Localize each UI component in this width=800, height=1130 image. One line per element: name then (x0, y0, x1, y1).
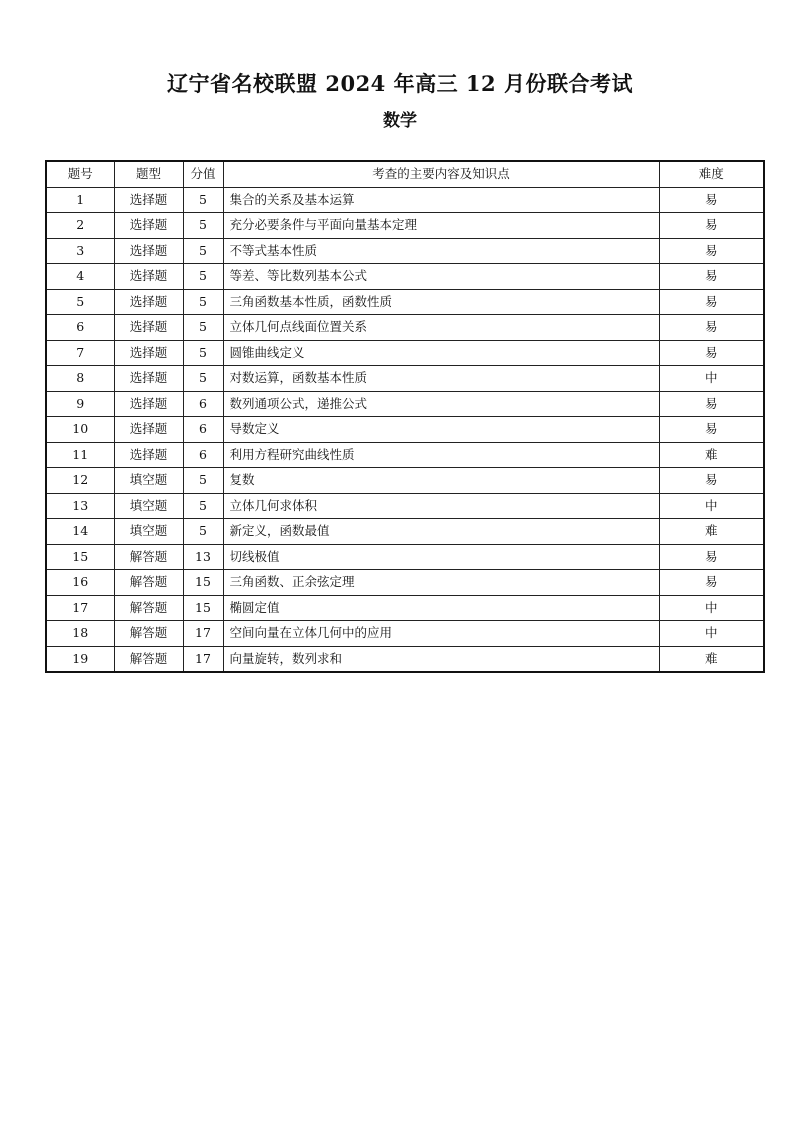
cell-score: 6 (183, 417, 223, 443)
cell-difficulty: 难 (659, 519, 764, 545)
cell-number: 3 (46, 238, 114, 264)
cell-score: 5 (183, 289, 223, 315)
cell-difficulty: 易 (659, 289, 764, 315)
cell-content: 椭圆定值 (223, 595, 659, 621)
cell-content: 圆锥曲线定义 (223, 340, 659, 366)
cell-score: 5 (183, 213, 223, 239)
cell-number: 1 (46, 187, 114, 213)
cell-number: 9 (46, 391, 114, 417)
cell-content: 立体几何点线面位置关系 (223, 315, 659, 341)
cell-number: 16 (46, 570, 114, 596)
cell-content: 充分必要条件与平面向量基本定理 (223, 213, 659, 239)
table-row (46, 646, 764, 672)
cell-difficulty: 易 (659, 391, 764, 417)
column-header-difficulty: 难度 (659, 161, 764, 187)
table-row (46, 570, 764, 596)
table-row (46, 493, 764, 519)
table-body (46, 187, 764, 672)
table-row (46, 442, 764, 468)
subject-title: 数学 (383, 111, 417, 131)
cell-content: 复数 (223, 468, 659, 494)
cell-type: 选择题 (114, 264, 183, 290)
cell-type: 选择题 (114, 289, 183, 315)
table-row (46, 340, 764, 366)
cell-type: 解答题 (114, 595, 183, 621)
cell-content: 新定义，函数最值 (223, 519, 659, 545)
cell-difficulty: 易 (659, 417, 764, 443)
table-row (46, 417, 764, 443)
cell-type: 解答题 (114, 621, 183, 647)
cell-score: 17 (183, 621, 223, 647)
cell-type: 选择题 (114, 391, 183, 417)
cell-score: 6 (183, 442, 223, 468)
table-row (46, 289, 764, 315)
table-row (46, 264, 764, 290)
cell-content: 切线极值 (223, 544, 659, 570)
cell-difficulty: 中 (659, 366, 764, 392)
cell-difficulty: 易 (659, 315, 764, 341)
cell-number: 2 (46, 213, 114, 239)
cell-content: 不等式基本性质 (223, 238, 659, 264)
table-row (46, 391, 764, 417)
cell-number: 8 (46, 366, 114, 392)
cell-type: 选择题 (114, 315, 183, 341)
cell-content: 向量旋转，数列求和 (223, 646, 659, 672)
cell-content: 导数定义 (223, 417, 659, 443)
cell-content: 数列通项公式，递推公式 (223, 391, 659, 417)
cell-difficulty: 难 (659, 646, 764, 672)
exam-spec-table (45, 160, 765, 673)
table-row (46, 213, 764, 239)
table-row (46, 315, 764, 341)
cell-score: 5 (183, 315, 223, 341)
cell-number: 18 (46, 621, 114, 647)
cell-number: 7 (46, 340, 114, 366)
cell-number: 4 (46, 264, 114, 290)
cell-type: 填空题 (114, 519, 183, 545)
column-header-type: 题型 (114, 161, 183, 187)
cell-number: 10 (46, 417, 114, 443)
cell-number: 15 (46, 544, 114, 570)
cell-type: 解答题 (114, 544, 183, 570)
cell-score: 5 (183, 519, 223, 545)
table-row (46, 544, 764, 570)
table-row (46, 519, 764, 545)
table-row (46, 621, 764, 647)
cell-score: 15 (183, 570, 223, 596)
cell-number: 17 (46, 595, 114, 621)
cell-difficulty: 中 (659, 621, 764, 647)
cell-score: 5 (183, 340, 223, 366)
cell-number: 14 (46, 519, 114, 545)
cell-score: 5 (183, 468, 223, 494)
page-title: 辽宁省名校联盟 2024 年高三 12 月份联合考试 (167, 71, 633, 96)
cell-type: 选择题 (114, 187, 183, 213)
cell-difficulty: 易 (659, 468, 764, 494)
cell-type: 选择题 (114, 340, 183, 366)
table-header-row (46, 161, 764, 187)
cell-number: 19 (46, 646, 114, 672)
cell-content: 三角函数基本性质，函数性质 (223, 289, 659, 315)
column-header-number: 题号 (46, 161, 114, 187)
column-header-content: 考查的主要内容及知识点 (223, 161, 659, 187)
cell-difficulty: 难 (659, 442, 764, 468)
table-row (46, 187, 764, 213)
table-row (46, 366, 764, 392)
cell-score: 5 (183, 264, 223, 290)
cell-difficulty: 易 (659, 187, 764, 213)
cell-difficulty: 中 (659, 493, 764, 519)
table-row (46, 595, 764, 621)
cell-type: 解答题 (114, 570, 183, 596)
cell-score: 5 (183, 366, 223, 392)
table-row (46, 468, 764, 494)
cell-difficulty: 易 (659, 213, 764, 239)
cell-type: 选择题 (114, 213, 183, 239)
cell-difficulty: 易 (659, 264, 764, 290)
cell-content: 对数运算，函数基本性质 (223, 366, 659, 392)
cell-type: 选择题 (114, 366, 183, 392)
cell-content: 空间向量在立体几何中的应用 (223, 621, 659, 647)
cell-type: 填空题 (114, 468, 183, 494)
cell-content: 集合的关系及基本运算 (223, 187, 659, 213)
cell-type: 选择题 (114, 238, 183, 264)
cell-score: 6 (183, 391, 223, 417)
cell-score: 13 (183, 544, 223, 570)
cell-difficulty: 易 (659, 238, 764, 264)
cell-content: 三角函数、正余弦定理 (223, 570, 659, 596)
cell-content: 等差、等比数列基本公式 (223, 264, 659, 290)
cell-content: 利用方程研究曲线性质 (223, 442, 659, 468)
cell-score: 5 (183, 493, 223, 519)
cell-type: 选择题 (114, 417, 183, 443)
table-row (46, 238, 764, 264)
cell-type: 填空题 (114, 493, 183, 519)
cell-type: 解答题 (114, 646, 183, 672)
cell-difficulty: 易 (659, 570, 764, 596)
cell-number: 6 (46, 315, 114, 341)
cell-content: 立体几何求体积 (223, 493, 659, 519)
cell-difficulty: 易 (659, 340, 764, 366)
cell-score: 5 (183, 238, 223, 264)
cell-score: 17 (183, 646, 223, 672)
cell-type: 选择题 (114, 442, 183, 468)
cell-number: 5 (46, 289, 114, 315)
cell-score: 15 (183, 595, 223, 621)
cell-difficulty: 易 (659, 544, 764, 570)
cell-number: 12 (46, 468, 114, 494)
cell-score: 5 (183, 187, 223, 213)
cell-number: 11 (46, 442, 114, 468)
cell-difficulty: 中 (659, 595, 764, 621)
column-header-score: 分值 (183, 161, 223, 187)
cell-number: 13 (46, 493, 114, 519)
